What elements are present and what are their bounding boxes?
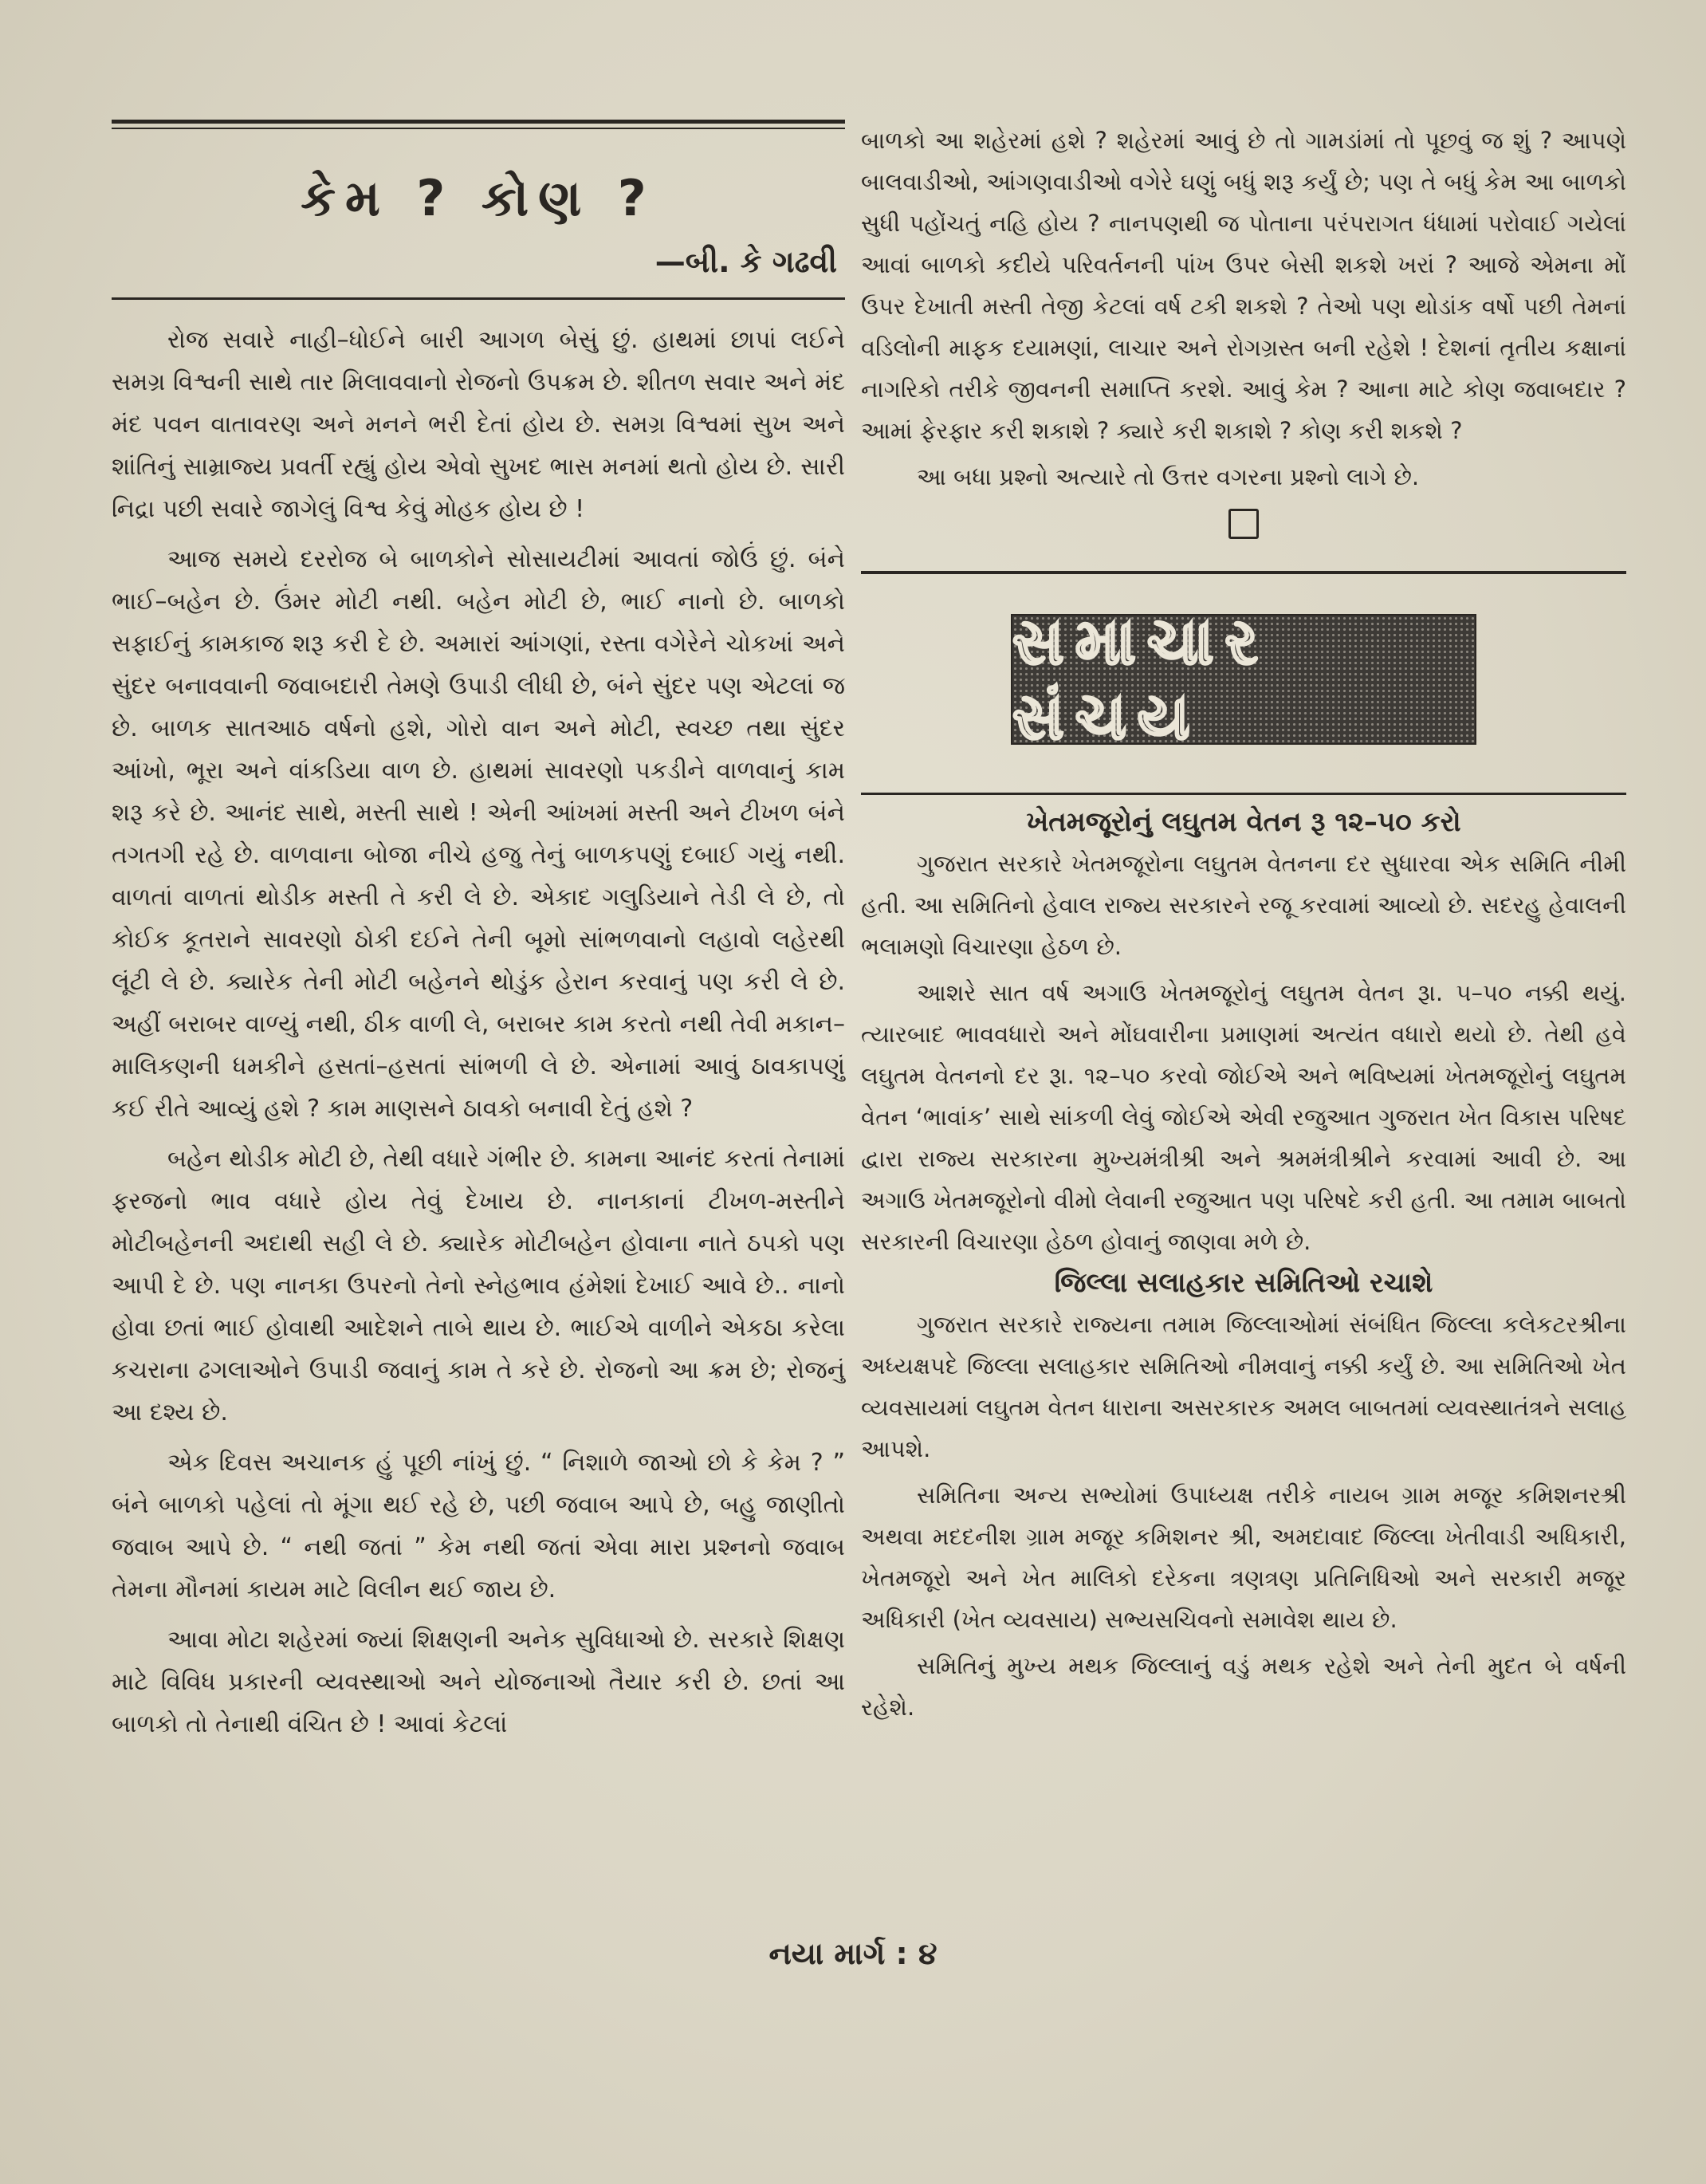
article-paragraph: બહેન થોડીક મોટી છે, તેથી વધારે ગંભીર છે. કામના આનંદ કરતાં તેનામાં ફરજનો ભાવ વધારે હોય તેવું દેખાય છે. નાનકાનાં ટીખળ-મસ્તીને મોટીબહેનની અદાથી સહી લે છે. ક્યારેક મોટીબહેન હોવાના નાતે ઠપકો પણ આપી દે છે. પણ નાનકા ઉપરનો તેનો સ્નેહભાવ હંમેશાં દેખાઈ આવે છે.. નાનો હોવા છતાં ભાઈ હોવાથી આદેશને તાબે થાય છે. ભાઈએ વાળીને એકઠા કરેલા કચરાના ઢગલાઓને ઉપાડી જવાનું કામ તે કરે છે. રોજનો આ ક્રમ છે; રોજનું આ દશ્ય છે.	[112, 1145, 845, 1426]
article-title: કેમ ? કોણ ?	[301, 169, 656, 227]
article-continuation: બાળકો આ શહેરમાં હશે ? શહેરમાં આવું છે તો ગામડાંમાં તો પૂછવું જ શું ? આપણે બાલવાડીઓ, આંગણવાડીઓ વગેરે ઘણું બધું શરૂ કર્યું છે; પણ તે બધું કેમ આ બાળકો સુધી પહોંચતું નહિ હોય ? નાનપણથી જ પોતાના પરંપરાગત ધંધામાં પરોવાઈ ગયેલાં આવાં બાળકો કદીયે પરિવર્તનની પાંખ ઉપર બેસી શકશે ખરાં ? આજે એમના મોં ઉપર દેખાતી મસ્તી તેજી કેટલાં વર્ષ ટકી શકશે ? તેઓ પણ થોડાંક વર્ષો પછી તેમનાં વડિલોની માફક દયામણાં, લાચાર અને રોગગ્રસ્ત બની રહેશે ! દેશનાં તૃતીય કક્ષાનાં નાગરિકો તરીકે જીવનની સમાપ્તિ કરશે. આવું કેમ ? આના માટે કોણ જવાબદાર ? આમાં ફેરફાર કરી શકાશે ? ક્યારે કરી શકાશે ? કોણ કરી શકશે ?	[861, 127, 1626, 444]
article-paragraph: આજ સમયે દરરોજ બે બાળકોને સોસાયટીમાં આવતાં જોઉં છું. બંને ભાઈ–બહેન છે. ઉંમર મોટી નથી. બહેન મોટી છે, ભાઈ નાનો છે. બાળકો સફાઈનું કામકાજ શરૂ કરી દે છે. અમારાં આંગણાં, રસ્તા વગેરેને ચોકખાં અને સુંદર બનાવવાની જવાબદારી તેમણે ઉપાડી લીધી છે, બંને સુંદર પણ એટલાં જ છે. બાળક સાતઆઠ વર્ષનો હશે, ગોરો વાન અને મોટી, સ્વચ્છ તથા સુંદર આંખો, ભૂરા અને વાંકડિયા વાળ છે. હાથમાં સાવરણો પકડીને વાળવાનું કામ શરૂ કરે છે. આનંદ સાથે, મસ્તી સાથે ! એની આંખમાં મસ્તી અને ટીખળ બંને તગતગી રહે છે. વાળવાના બોજા નીચે હજુ તેનું બાળકપણું દબાઈ ગયું નથી. વાળતાં વાળતાં થોડીક મસ્તી તે કરી લે છે. એકાદ ગલુડિયાને તેડી લે છે, તો કોઈક કૂતરાને સાવરણો ઠોકી દઈને તેની બૂમો સાંભળવાનો લહાવો લહેરથી લૂંટી લે છે. ક્યારેક તેની મોટી બહેનને થોડુંક હેરાન કરવાનું પણ કરી લે છે. અહીં બરાબર વાળ્યું નથી, ઠીક વાળી લે, બરાબર કામ કરતો નથી તેવી મકાન–માલિકણની ધમકીને હસતાં–હસતાં સાંભળી લે છે. એનામાં આવું ઠાવકાપણું કઈ રીતે આવ્યું હશે ? કામ માણસને ઠાવકો બનાવી દેતું હશે ?	[112, 545, 845, 1123]
news-paragraph: સમિતિના અન્ય સભ્યોમાં ઉપાધ્યક્ષ તરીકે નાયબ ગ્રામ મજૂર કમિશનરશ્રી અથવા મદદનીશ ગ્રામ મજૂર કમિશનર શ્રી, અમદાવાદ જિલ્લા ખેતીવાડી અધિકારી, ખેતમજૂરો અને ખેત માલિકો દરેકના ત્રણત્રણ પ્રતિનિધિઓ અને સરકારી મજૂર અધિકારી (ખેત વ્યવસાય) સભ્યસચિવનો સમાવેશ થાય છે.	[861, 1482, 1626, 1633]
section-divider	[861, 571, 1626, 574]
left-column	[112, 120, 845, 1753]
news-paragraph: સમિતિનું મુખ્ય મથક જિલ્લાનું વડું મથક રહેશે અને તેની મુદત બે વર્ષની રહેશે.	[861, 1652, 1626, 1721]
news-paragraph: આશરે સાત વર્ષ અગાઉ ખેતમજૂરોનું લઘુતમ વેતન રૂા. ૫–૫૦ નક્કી થયું. ત્યારબાદ ભાવવધારો અને મોંઘવારીના પ્રમાણમાં અત્યંત વધારો થયો છે. તેથી હવે લઘુતમ વેતનનો દર રૂા. ૧૨–૫૦ કરવો જોઈએ અને ભવિષ્યમાં ખેતમજૂરોનું લઘુતમ વેતન ‘ભાવાંક’ સાથે સાંકળી લેવું જોઈએ એવી રજુઆત ગુજરાત ખેત વિકાસ પરિષદ દ્વારા રાજ્ય સરકારના મુખ્યમંત્રીશ્રી અને શ્રમમંત્રીશ્રીને કરવામાં આવી છે. આ અગાઉ ખેતમજૂરોનો વીમો લેવાની રજુઆત પણ પરિષદે કરી હતી. આ તમામ બાબતો સરકારની વિચારણા હેઠળ હોવાનું જાણવા મળે છે.	[861, 979, 1626, 1255]
article-paragraph: એક દિવસ અચાનક હું પૂછી નાંખું છું. “ નિશાળે જાઓ છો કે કેમ ? ” બંને બાળકો પહેલાં તો મૂંગા થઈ રહે છે, પછી જવાબ આપે છે, બહુ જાણીતો જવાબ આપે છે. “ નથી જતાં ” કેમ નથી જતાં એવા મારા પ્રશ્નનો જવાબ તેમના મૌનમાં કાયમ માટે વિલીન થઈ જાય છે.	[112, 1449, 845, 1604]
news-section-banner	[1011, 604, 1476, 754]
article-paragraph: આવા મોટા શહેરમાં જ્યાં શિક્ષણની અનેક સુવિધાઓ છે. સરકારે શિક્ષણ માટે વિવિધ પ્રકારની વ્યવસ્થાઓ અને યોજનાઓ તૈયાર કરી છે. છતાં આ બાળકો તો તેનાથી વંચિત છે ! આવાં કેટલાં	[112, 1626, 845, 1738]
article-paragraph: રોજ સવારે નાહી–ધોઈને બારી આગળ બેસું છું. હાથમાં છાપાં લઈને સમગ્ર વિશ્વની સાથે તાર મિલાવવાનો રોજનો ઉપક્રમ છે. શીતળ સવાર અને મંદ મંદ પવન વાતાવરણ અને મનને ભરી દેતાં હોય છે. સમગ્ર વિશ્વમાં સુખ અને શાંતિનું સામ્રાજ્ય પ્રવર્તી રહ્યું હોય એવો સુખદ ભાસ મનમાં થતો હોય છે. સારી નિદ્રા પછી સવારે જાગેલું વિશ્વ કેવું મોહક હોય છે !	[112, 326, 845, 523]
page-footer: નયા માર્ગ : ૪	[768, 1936, 938, 1971]
news-paragraph: ગુજરાત સરકારે રાજ્યના તમામ જિલ્લાઓમાં સંબંધિત જિલ્લા કલેકટરશ્રીના અધ્યક્ષપદે જિલ્લા સલાહકાર સમિતિઓ નીમવાનું નક્કી કર્યું છે. આ સમિતિઓ ખેત વ્યવસાયમાં લઘુતમ વેતન ધારાના અસરકારક અમલ બાબતમાં વ્યવસ્થાતંત્રને સલાહ આપશે.	[861, 1311, 1626, 1462]
top-rule	[112, 120, 845, 129]
title-divider	[112, 297, 845, 300]
news-heading: જિલ્લા સલાહકાર સમિતિઓ રચાશે	[1054, 1267, 1433, 1299]
news-heading: ખેતમજૂરોનું લઘુતમ વેતન રૂ ૧૨–૫૦ કરો	[1026, 806, 1461, 838]
right-column	[861, 120, 1626, 1733]
article-closing-line: આ બધા પ્રશ્નો અત્યારે તો ઉત્તર વગરના પ્રશ્નો લાગે છે.	[917, 463, 1420, 490]
news-divider	[861, 793, 1626, 795]
article-byline: —બી. કે ગઢવી	[654, 244, 837, 279]
banner-title: સમાચાર સંચય	[1012, 604, 1269, 754]
end-mark-icon	[1228, 509, 1259, 539]
news-paragraph: ગુજરાત સરકારે ખેતમજૂરોના લઘુતમ વેતનના દર સુધારવા એક સમિતિ નીમી હતી. આ સમિતિનો હેવાલ રાજ્ય સરકારને રજૂ કરવામાં આવ્યો છે. સદરહુ હેવાલની ભલામણો વિચારણા હેઠળ છે.	[861, 850, 1626, 960]
